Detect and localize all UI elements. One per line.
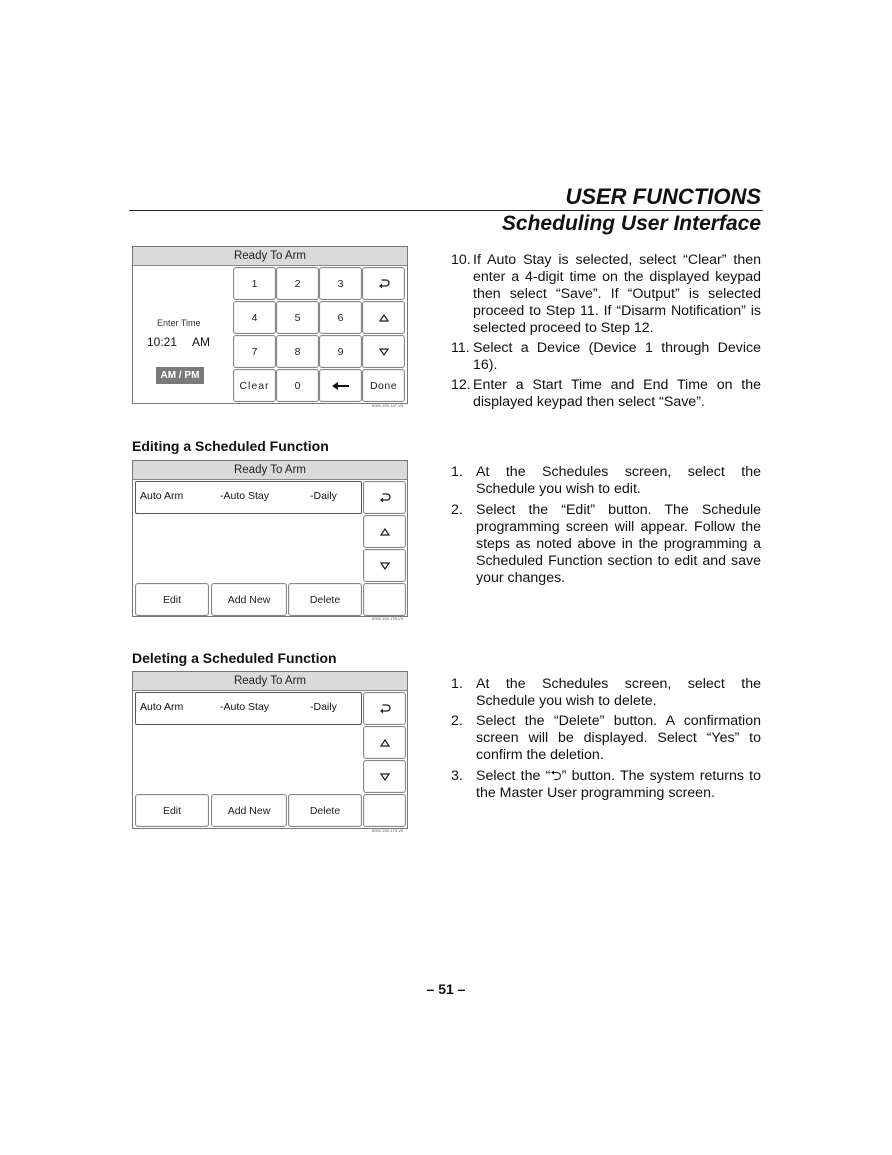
deleting-heading: Deleting a Scheduled Function	[132, 650, 337, 666]
key-7[interactable]: 7	[233, 335, 276, 368]
schedule-name: Auto Arm	[140, 701, 184, 713]
delete-button[interactable]: Delete	[288, 794, 362, 827]
figure-code: 5000-100-147-V0	[372, 403, 404, 408]
status-bar: Ready To Arm	[133, 461, 407, 480]
page-number: – 51 –	[426, 981, 466, 997]
schedule-frequency: -Daily	[310, 701, 337, 713]
step-text: Enter a Start Time and End Time on the displayed keypad then select “Save”.	[473, 377, 761, 410]
figure-code: 5000-100-179-V0	[372, 828, 404, 833]
time-value: 10:21	[147, 335, 178, 349]
step-text: At the Schedules screen, select the Schedule you wish to delete.	[476, 676, 761, 709]
key-4[interactable]: 4	[233, 301, 276, 334]
edit-step-1	[451, 464, 761, 498]
down-button[interactable]	[362, 335, 405, 368]
backspace-arrow-icon	[332, 382, 350, 390]
step-number: 12.	[451, 377, 471, 393]
step-number: 2.	[451, 502, 463, 518]
back-arrow-icon	[379, 493, 391, 503]
schedule-function: -Auto Stay	[220, 490, 270, 502]
schedule-name: Auto Arm	[140, 490, 184, 502]
step-number: 1.	[451, 676, 463, 692]
step-text: Select the “⮌” button. The system returns to the Master User programming screen.	[476, 768, 761, 801]
editing-screen	[132, 460, 408, 617]
step-number: 11.	[451, 340, 470, 356]
back-button[interactable]	[363, 481, 406, 514]
back-button[interactable]	[362, 267, 405, 300]
key-8[interactable]: 8	[276, 335, 319, 368]
done-button[interactable]: Done	[362, 369, 405, 402]
scroll-down-button[interactable]	[363, 760, 406, 793]
back-button[interactable]	[363, 692, 406, 725]
scroll-up-button[interactable]	[363, 726, 406, 759]
enter-time-label: Enter Time	[157, 318, 201, 328]
schedule-function: -Auto Stay	[220, 701, 270, 713]
delete-step-1	[451, 676, 761, 710]
editing-heading: Editing a Scheduled Function	[132, 438, 329, 454]
schedule-frequency: -Daily	[310, 490, 337, 502]
down-triangle-icon	[380, 562, 390, 570]
step-number: 3.	[451, 768, 463, 784]
blank-button[interactable]	[363, 794, 406, 827]
key-0[interactable]: 0	[276, 369, 319, 402]
edit-button[interactable]: Edit	[135, 583, 209, 616]
down-triangle-icon	[380, 773, 390, 781]
step-text: Select a Device (Device 1 through Device 16).	[473, 340, 761, 373]
blank-button[interactable]	[363, 583, 406, 616]
up-triangle-icon	[380, 739, 390, 747]
step-text: Select the “Edit” button. The Schedule programming screen will appear. Follow the steps as noted above in the programming a Scheduled Function section to edit and save your changes.	[476, 502, 761, 586]
key-1[interactable]: 1	[233, 267, 276, 300]
schedule-row[interactable]	[135, 481, 362, 514]
edit-step-2	[451, 502, 761, 587]
key-5[interactable]: 5	[276, 301, 319, 334]
key-3[interactable]: 3	[319, 267, 362, 300]
step-11	[451, 340, 761, 374]
step-12	[451, 377, 761, 411]
deleting-screen	[132, 671, 408, 829]
section-title: USER FUNCTIONS	[565, 184, 761, 209]
up-triangle-icon	[380, 528, 390, 536]
step-number: 1.	[451, 464, 463, 480]
scroll-up-button[interactable]	[363, 515, 406, 548]
edit-button[interactable]: Edit	[135, 794, 209, 827]
step-number: 2.	[451, 713, 463, 729]
step-text: If Auto Stay is selected, select “Clear” then enter a 4-digit time on the displayed keypad then select “Save”. If “Output” is selected proceed to Step 11. If “Disarm Notification” is selected proceed to Step 12.	[473, 252, 761, 336]
scroll-down-button[interactable]	[363, 549, 406, 582]
delete-step-3	[451, 768, 761, 802]
add-new-button[interactable]: Add New	[211, 583, 287, 616]
key-2[interactable]: 2	[276, 267, 319, 300]
step-10	[451, 252, 761, 337]
status-bar: Ready To Arm	[133, 247, 407, 266]
figure-code: 5000-100-178-V0	[372, 616, 404, 621]
clear-button[interactable]: Clear	[233, 369, 276, 402]
back-arrow-icon	[378, 279, 390, 289]
backspace-button[interactable]	[319, 369, 362, 402]
status-bar: Ready To Arm	[133, 672, 407, 691]
page-subtitle: Scheduling User Interface	[501, 212, 761, 235]
step-text: Select the “Delete” button. A confirmation screen will be displayed. Select “Yes” to confirm the deletion.	[476, 713, 761, 763]
delete-button[interactable]: Delete	[288, 583, 362, 616]
add-new-button[interactable]: Add New	[211, 794, 287, 827]
header-rule	[129, 210, 763, 211]
back-arrow-icon	[379, 704, 391, 714]
time-entry-screen	[132, 246, 408, 404]
step-text: At the Schedules screen, select the Schedule you wish to edit.	[476, 464, 761, 497]
key-9[interactable]: 9	[319, 335, 362, 368]
step-number: 10.	[451, 252, 471, 268]
schedule-row[interactable]	[135, 692, 362, 725]
delete-step-2	[451, 713, 761, 764]
up-button[interactable]	[362, 301, 405, 334]
am-pm-button[interactable]: AM / PM	[156, 367, 204, 384]
meridiem-value: AM	[192, 335, 210, 349]
down-triangle-icon	[379, 348, 389, 356]
up-triangle-icon	[379, 314, 389, 322]
key-6[interactable]: 6	[319, 301, 362, 334]
